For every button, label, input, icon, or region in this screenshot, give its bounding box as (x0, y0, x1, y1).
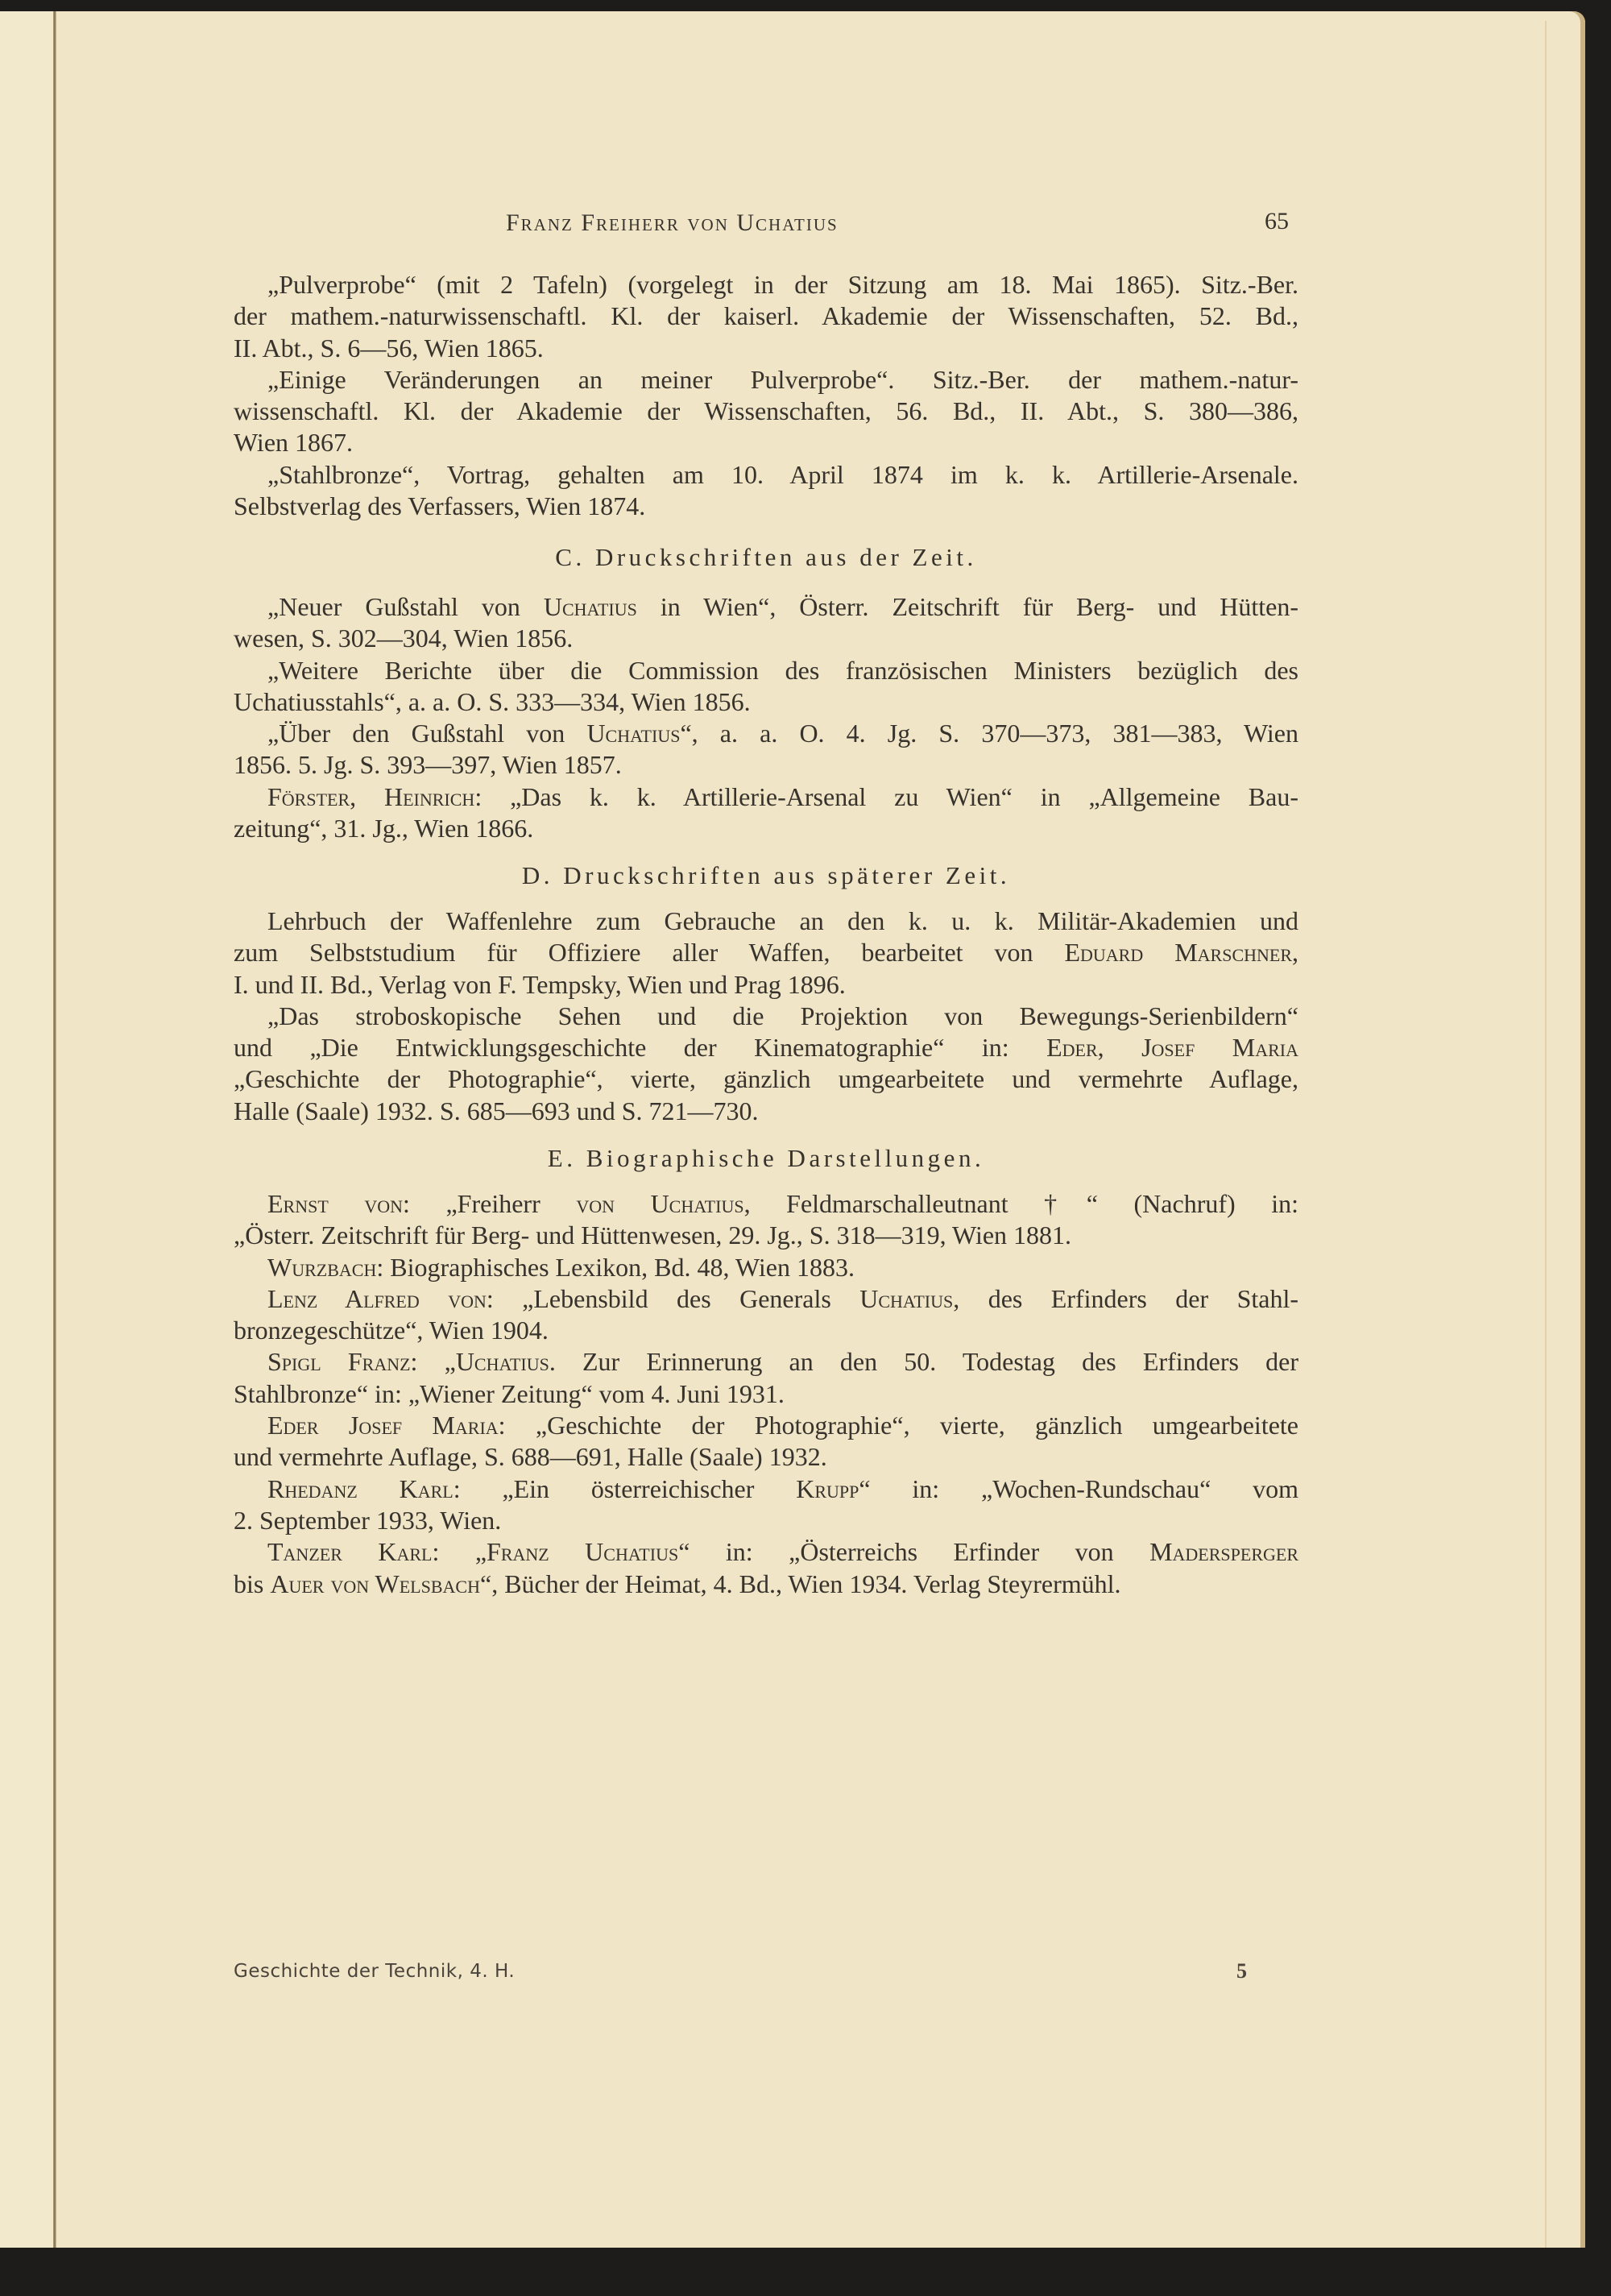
page-number: 65 (1265, 208, 1289, 234)
text-segment: „Pulverprobe“ (mit 2 Tafeln) (vorgelegt in der Sitzung am 18. Mai 1865). Sitz.-Ber. (267, 270, 1298, 299)
text-segment: wissenschaftl. Kl. der Akademie der Wissenschaften, 56. Bd., II. Abt., S. 380—386, (234, 396, 1298, 426)
text-line (234, 333, 1298, 364)
bibliography-entry (234, 591, 1298, 655)
text-line (234, 459, 1298, 491)
text-line (234, 269, 1298, 300)
section-heading: D. Druckschriften aus späterer Zeit. (521, 861, 1011, 889)
text-line (234, 1473, 1298, 1505)
text-segment: der mathem.-naturwissenschaftl. Kl. der kaiserl. Akademie der Wissenschaften, 52. Bd., (234, 301, 1298, 331)
text-line (234, 1441, 1298, 1473)
book-gutter (53, 11, 56, 2259)
text-segment: : „Ein österreichischer (453, 1473, 797, 1503)
text-segment: zum Selbststudium für Offiziere aller Waffen, bearbeitet von (234, 938, 1065, 968)
text-line (234, 718, 1298, 749)
text-segment: “ in: „Österreichs Erfinder von (678, 1537, 1150, 1567)
text-segment: 1856. 5. Jg. S. 393—397, Wien 1857. (234, 750, 622, 780)
text-segment: : „ (410, 1347, 456, 1377)
text-line (234, 655, 1298, 686)
text-line (234, 364, 1298, 396)
signature-mark: Geschichte der Technik, 4. H. (234, 1961, 516, 1982)
text-segment (615, 1189, 651, 1218)
text-segment: „Österr. Zeitschrift für Berg- und Hüttenwesen, 29. Jg., S. 318—319, Wien 1881. (234, 1221, 1072, 1250)
bibliography-entry (234, 718, 1298, 781)
text-segment: „Geschichte der Photographie“, vierte, gänzlich umgearbeitete und vermehrte Auflage, (234, 1064, 1298, 1094)
author-name: Eder Josef Maria (267, 1411, 499, 1440)
text-line (234, 1410, 1298, 1441)
author-name: Wurzbach (267, 1252, 377, 1282)
bibliography-entry (234, 1188, 1298, 1252)
author-name: Uchatius (586, 719, 681, 748)
text-line (234, 591, 1298, 623)
text-line (234, 1096, 1298, 1127)
text-line (234, 427, 1298, 458)
text-line (234, 491, 1298, 522)
text-line (234, 1315, 1298, 1346)
text-segment: und vermehrte Auflage, S. 688—691, Halle (Saale) 1932. (234, 1442, 827, 1472)
text-segment: „Über den Gußstahl von (267, 719, 587, 748)
author-name: Uchatius (650, 1189, 744, 1218)
text-segment: und „Die Entwicklungsgeschichte der Kinematographie“ in: (234, 1033, 1047, 1063)
text-segment: Halle (Saale) 1932. S. 685—693 und S. 721—730. (234, 1096, 759, 1125)
text-segment: Stahlbronze“ in: „Wiener Zeitung“ vom 4. Juni 1931. (234, 1378, 785, 1408)
text-line (234, 906, 1298, 937)
bibliography-entry (234, 1473, 1298, 1537)
bibliography-entry (234, 269, 1298, 364)
text-segment: : „ (432, 1537, 487, 1567)
text-segment: „Weitere Berichte über die Commission des französischen Ministers bezüglich des (267, 655, 1298, 685)
text-segment: „Das stroboskopische Sehen und die Projektion von Bewegungs-Serienbildern“ (267, 1001, 1298, 1030)
author-name: Spigl Franz (267, 1347, 411, 1377)
section-heading: E. Biographische Darstellungen. (547, 1144, 985, 1172)
text-segment: Wien 1867. (234, 428, 354, 458)
text-segment: . Zur Erinnerung an den 50. Todestag des Erfinders der (549, 1347, 1298, 1377)
text-segment: : „Das k. k. Artillerie-Arsenal zu Wien“ in „Allgemeine Bau- (474, 781, 1299, 811)
bibliography-entry (234, 459, 1298, 523)
author-name: Franz Uchatius (487, 1537, 679, 1567)
text-segment: Lehrbuch der Waffenlehre zum Gebrauche an den k. u. k. Militär-Akademien und (267, 906, 1298, 935)
text-segment: 2. September 1933, Wien. (234, 1505, 502, 1535)
text-segment: I. und II. Bd., Verlag von F. Tempsky, Wien und Prag 1896. (234, 969, 846, 999)
text-segment: II. Abt., S. 6—56, Wien 1865. (234, 333, 544, 363)
bibliography-entry (234, 1252, 1298, 1283)
author-name: Tanzer Karl (267, 1537, 433, 1567)
facing-page-edge (0, 11, 53, 2259)
text-line (234, 1283, 1298, 1315)
bibliography-entry (234, 1536, 1298, 1600)
text-line (234, 686, 1298, 718)
author-name: Uchatius (455, 1347, 549, 1377)
text-line (234, 1505, 1298, 1536)
bibliography-entry (234, 1283, 1298, 1347)
scan-background (0, 2248, 1611, 2296)
text-line (234, 623, 1298, 654)
text-line (234, 1346, 1298, 1378)
text-segment: bronzegeschütze“, Wien 1904. (234, 1316, 549, 1345)
text-line (234, 396, 1298, 427)
text-segment: wesen, S. 302—304, Wien 1856. (234, 624, 574, 653)
author-name: Auer von Welsbach (270, 1569, 480, 1598)
text-segment: : „Lebensbild des Generals (486, 1283, 860, 1313)
bibliography-entry (234, 364, 1298, 459)
page-fold-line (1545, 21, 1547, 2252)
text-segment: : Biographisches Lexikon, Bd. 48, Wien 1883. (376, 1252, 855, 1282)
text-line (234, 1188, 1298, 1220)
text-line (234, 1569, 1298, 1600)
text-line (234, 1063, 1298, 1095)
author-name: von (576, 1189, 615, 1218)
book-page (0, 11, 1585, 2259)
text-segment: , des Erfinders der Stahl- (953, 1283, 1299, 1313)
bibliography-entry (234, 781, 1298, 845)
bibliography-entry (234, 655, 1298, 719)
text-line (234, 749, 1298, 781)
text-line (234, 1536, 1298, 1568)
text-segment: “, a. a. O. 4. Jg. S. 370—373, 381—383, Wien (680, 719, 1299, 748)
author-name: Ernst von (267, 1189, 404, 1218)
text-line (234, 813, 1298, 844)
text-segment: „Einige Veränderungen an meiner Pulverprobe“. Sitz.-Ber. der mathem.-natur- (267, 364, 1298, 394)
text-line (234, 969, 1298, 1001)
author-name: Uchatius (543, 592, 637, 621)
sheet-number: 5 (1236, 1959, 1247, 1983)
text-segment: Uchatiusstahls“, a. a. O. S. 333—334, Wien 1856. (234, 686, 751, 716)
text-line (234, 781, 1298, 813)
author-name: Madersperger (1149, 1537, 1299, 1567)
text-segment: : „Freiherr (403, 1189, 577, 1218)
text-segment: zeitung“, 31. Jg., Wien 1866. (234, 814, 534, 843)
text-line (234, 300, 1298, 332)
author-name: Eduard Marschner (1064, 938, 1293, 968)
text-segment: „Stahlbronze“, Vortrag, gehalten am 10. April 1874 im k. k. Artillerie-Arsenale. (267, 459, 1298, 489)
bibliography-entry (234, 1001, 1298, 1127)
text-segment: “ in: „Wochen-Rundschau“ vom (859, 1473, 1299, 1503)
text-line (234, 1252, 1298, 1283)
text-line (234, 937, 1298, 968)
author-name: Lenz Alfred von (267, 1283, 487, 1313)
author-name: Uchatius (859, 1283, 954, 1313)
author-name: Rhedanz Karl (267, 1473, 453, 1503)
text-segment: in Wien“, Österr. Zeitschrift für Berg- und Hütten- (636, 592, 1299, 621)
bibliography-entry (234, 1346, 1298, 1410)
text-segment: „Neuer Gußstahl von (267, 592, 544, 621)
text-segment: , (1292, 938, 1299, 968)
text-segment: bis (234, 1569, 271, 1598)
text-line (234, 1378, 1298, 1410)
running-title: Franz Freiherr von Uchatius (506, 209, 839, 236)
bibliography-entry (234, 1410, 1298, 1473)
section-heading: C. Druckschriften aus der Zeit. (555, 543, 977, 571)
text-line (234, 1001, 1298, 1032)
text-segment: Selbstverlag des Verfassers, Wien 1874. (234, 491, 646, 521)
author-name: Krupp (796, 1473, 859, 1503)
author-name: Förster, Heinrich (267, 781, 475, 811)
text-segment: “, Bücher der Heimat, 4. Bd., Wien 1934. Verlag Steyrermühl. (479, 1569, 1121, 1598)
bibliography-entry (234, 906, 1298, 1001)
text-segment: : „Geschichte der Photographie“, vierte, gänzlich umgearbeitete (498, 1411, 1299, 1440)
text-segment: , Feldmarschalleutnant †“ (Nachruf) in: (743, 1189, 1299, 1218)
author-name: Eder, Josef Maria (1046, 1033, 1299, 1063)
text-line (234, 1032, 1298, 1063)
text-line (234, 1220, 1298, 1251)
